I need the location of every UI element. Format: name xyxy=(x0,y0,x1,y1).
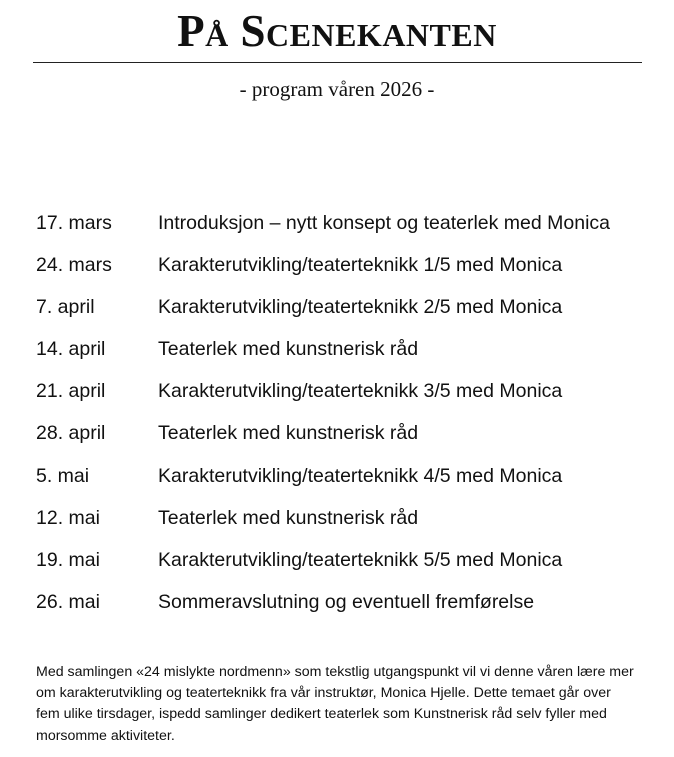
schedule-date: 19. mai xyxy=(36,548,100,571)
schedule-date: 7. april xyxy=(36,296,95,319)
schedule-date: 26. mai xyxy=(36,590,100,613)
schedule-date: 12. mai xyxy=(36,506,100,529)
schedule-row xyxy=(36,377,656,419)
schedule-event: Karakterutvikling/teaterteknikk 1/5 med Monica xyxy=(158,254,563,277)
schedule-date: 21. april xyxy=(36,380,106,403)
schedule-row xyxy=(36,462,656,504)
schedule-row xyxy=(36,209,656,251)
schedule-event: Karakterutvikling/teaterteknikk 3/5 med Monica xyxy=(158,380,563,403)
schedule-date: 5. mai xyxy=(36,464,90,487)
schedule-event: Karakterutvikling/teaterteknikk 5/5 med Monica xyxy=(158,548,563,571)
schedule-list xyxy=(36,209,656,630)
schedule-event: Karakterutvikling/teaterteknikk 2/5 med Monica xyxy=(158,296,563,319)
schedule-event: Karakterutvikling/teaterteknikk 4/5 med Monica xyxy=(158,464,563,487)
schedule-event: Teaterlek med kunstnerisk råd xyxy=(158,422,419,445)
schedule-event: Teaterlek med kunstnerisk råd xyxy=(158,338,419,361)
schedule-event: Sommeravslutning og eventuell fremførelse xyxy=(158,590,535,613)
schedule-row xyxy=(36,293,656,335)
schedule-row xyxy=(36,335,656,377)
page-subtitle: - program våren 2026 - xyxy=(239,77,435,101)
schedule-event: Introduksjon – nytt konsept og teaterlek med Monica xyxy=(158,212,611,234)
schedule-event: Teaterlek med kunstnerisk råd xyxy=(158,506,419,529)
program-description: Med samlingen «24 mislykte nordmenn» som tekstlig utgangspunkt vil vi denne våren lære mer om karakterutvikling og teaterteknikk fra vår instruktør, Monica Hjelle. Dette temaet går over fem ulike tirsdager, ispedd samlinger dedikert teaterlek som Kunstnerisk råd selv fyller med morsomme aktiviteter. xyxy=(36,664,634,744)
schedule-row xyxy=(36,588,656,630)
schedule-row xyxy=(36,419,656,461)
title-divider xyxy=(33,62,642,63)
schedule-date: 28. april xyxy=(36,422,106,445)
schedule-row xyxy=(36,546,656,588)
schedule-row xyxy=(36,504,656,546)
schedule-date: 24. mars xyxy=(36,254,112,277)
page-title: På Scenekanten xyxy=(177,6,497,56)
schedule-date: 17. mars xyxy=(36,212,112,234)
schedule-row xyxy=(36,251,656,293)
schedule-date: 14. april xyxy=(36,338,106,361)
